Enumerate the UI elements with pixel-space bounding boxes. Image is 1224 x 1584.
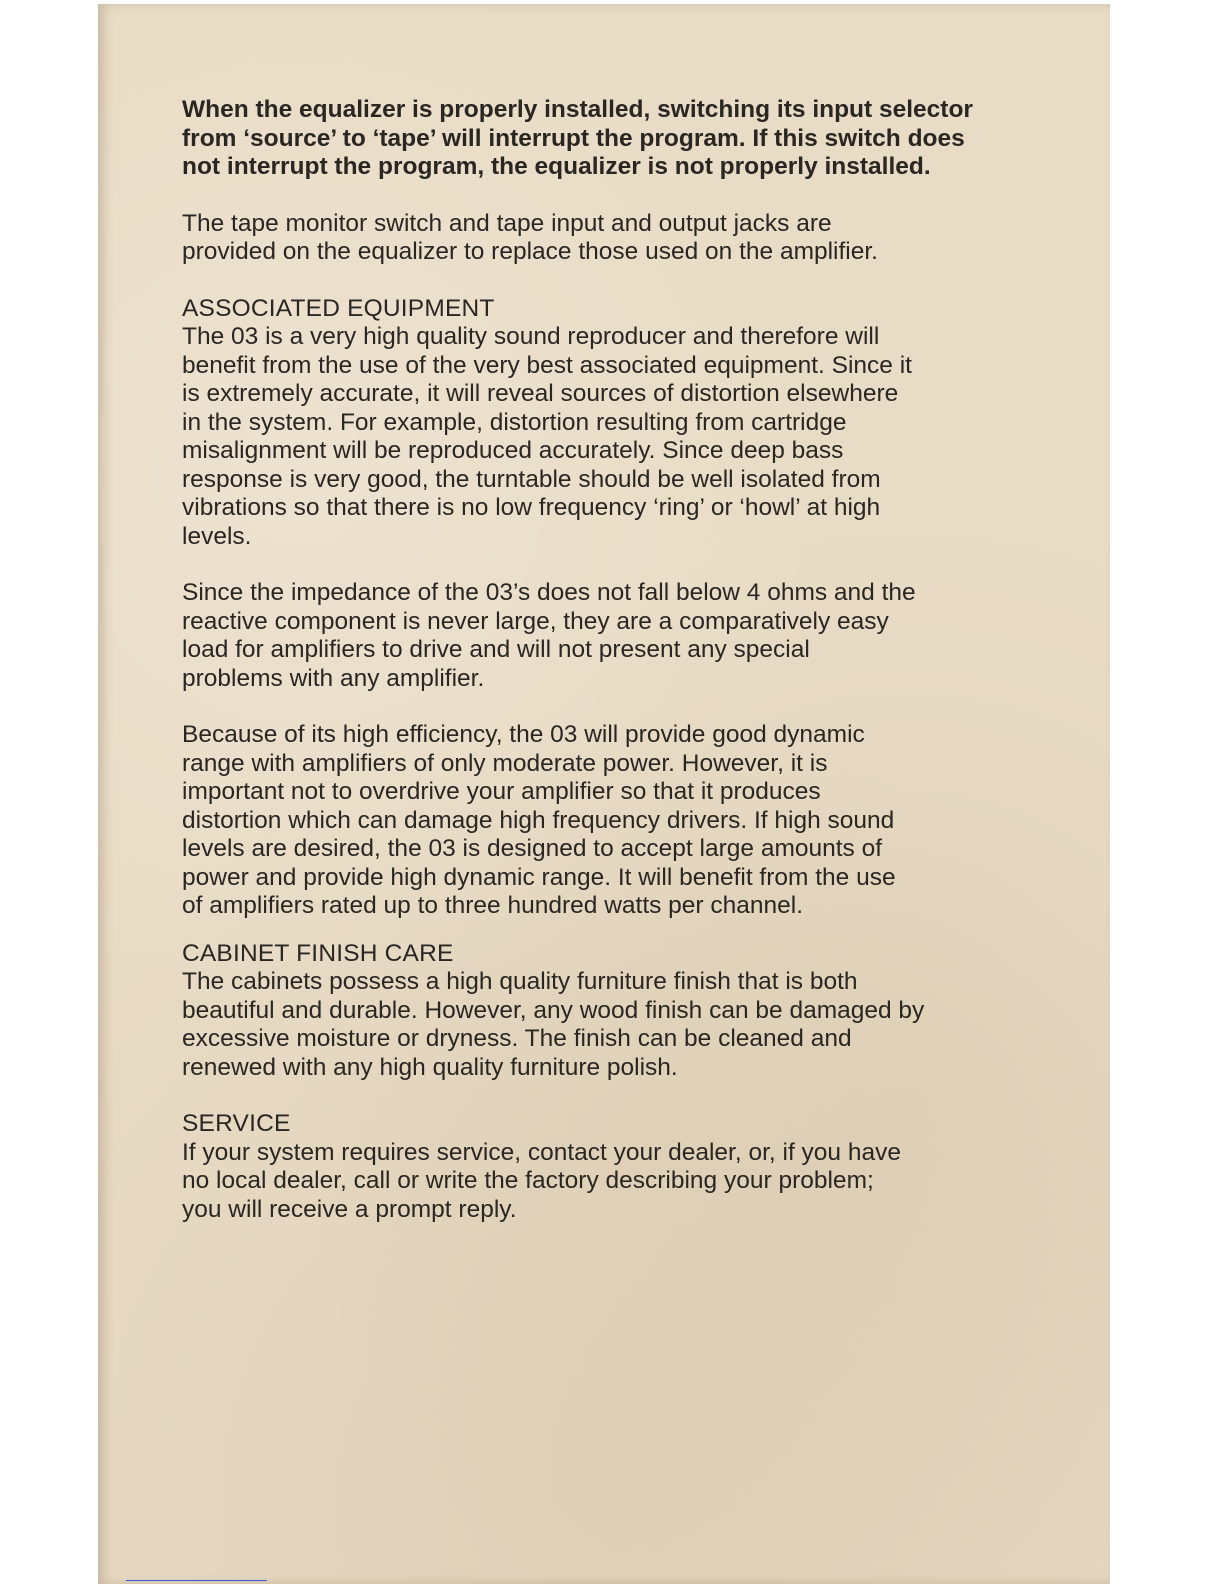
- associated-equipment-body: The 03 is a very high quality sound reproducer and therefore will benefit from the use of the very best associated equipment. Since it is extremely accurate, it will reveal sources of distortion elsewhere in the system. For example, distortion resulting from cartridge misalignment will be reproduced accurately. Since deep bass response is very good, the turntable should be well isolated from vibrations so that there is no low frequency ‘ring’ or ‘howl’ at high levels.: [182, 323, 912, 550]
- installation-warning: When the equalizer is properly installed, switching its input selector from ‘source’ to ‘tape’ will interrupt the program. If this switch does not interrupt the program, the equalizer is not properly installed.: [182, 96, 973, 180]
- tape-monitor-paragraph: The tape monitor switch and tape input and output jacks are provided on the equalizer to replace those used on the amplifier.: [182, 209, 878, 265]
- service-body: If your system requires service, contact your dealer, or, if you have no local dealer, call or write the factory describing your problem; you will receive a prompt reply.: [182, 1138, 901, 1223]
- document-page: [98, 4, 1110, 1584]
- efficiency-paragraph: Because of its high efficiency, the 03 will provide good dynamic range with amplifiers of only moderate power. However, it is important not to overdrive your amplifier so that it produces distortion which can damage high frequency drivers. If high sound levels are desired, the 03 is designed to accept large amounts of power and provide high dynamic range. It will benefit from the use of amplifiers rated up to three hundred watts per channel.: [182, 721, 896, 919]
- page-edge-line: [126, 1580, 267, 1581]
- cabinet-finish-care-heading: CABINET FINISH CARE: [182, 939, 454, 967]
- page-content: [182, 96, 1022, 1252]
- impedance-paragraph: Since the impedance of the 03’s does not fall below 4 ohms and the reactive component is never large, they are a comparatively easy load for amplifiers to drive and will not present any special problems with any amplifier.: [182, 579, 916, 692]
- associated-equipment-heading: ASSOCIATED EQUIPMENT: [182, 294, 495, 322]
- cabinet-finish-care-body: The cabinets possess a high quality furniture finish that is both beautiful and durable. However, any wood finish can be damaged by excessive moisture or dryness. The finish can be cleaned and renewed with any high quality furniture polish.: [182, 968, 925, 1081]
- service-heading: SERVICE: [182, 1110, 291, 1137]
